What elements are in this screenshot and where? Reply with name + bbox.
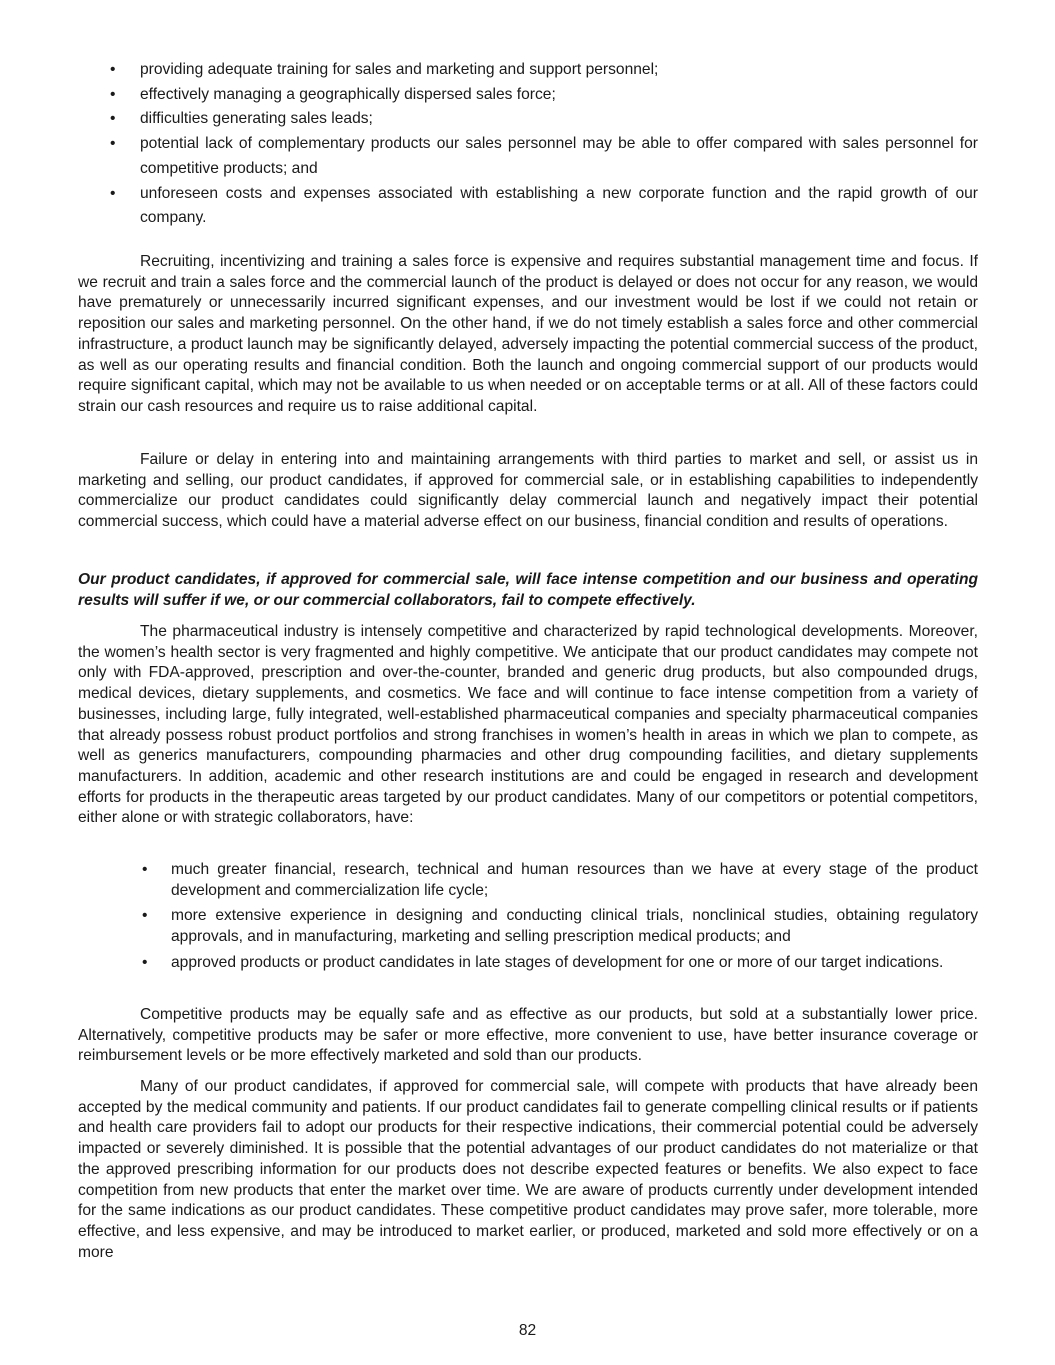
list-item	[78, 107, 978, 132]
list-item	[78, 953, 978, 974]
bullet-list-competitors	[78, 860, 978, 979]
bullet-icon: •	[142, 907, 148, 925]
paragraph-competitive-products: Competitive products may be equally safe and as effective as our products, but sold at a substantially lower price. Alternatively, competitive products may be safer or more effective, more convenient to use, have better insurance coverage or reimbursement levels or be more effectively marketed and sold than our products.	[78, 1006, 978, 1065]
list-item	[78, 83, 978, 108]
bullet-icon: •	[110, 61, 116, 78]
list-item	[78, 906, 978, 947]
bullet-icon: •	[110, 184, 116, 202]
list-item	[78, 58, 978, 83]
paragraph-sales-force: Recruiting, incentivizing and training a sales force is expensive and requires substantial management time and focus. If we recruit and train a sales force and the commercial launch of the product is delayed or does not occur for any reason, we would have prematurely or unnecessarily incurred significant expenses, and our investment would be lost if we could not retain or reposition our sales and marketing personnel. On the other hand, if we do not timely establish a sales force and other commercial infrastructure, a product launch may be significantly delayed, adversely impacting the potential commercial success of the product, as well as our operating results and financial condition. Both the launch and ongoing commercial support of our products would require significant capital, which may not be available to us when needed or on acceptable terms or at all. All of these factors could strain our cash resources and require us to raise additional capital.	[78, 253, 978, 415]
list-item-text: potential lack of complementary products our sales personnel may be able to offer compared with sales personnel for competitive products; and	[140, 135, 978, 177]
list-item-text: more extensive experience in designing and conducting clinical trials, nonclinical studies, obtaining regulatory approvals, and in manufacturing, marketing and selling prescription medical products; and	[171, 907, 978, 946]
list-item-text: difficulties generating sales leads;	[140, 110, 373, 128]
page-number: 82	[518, 1322, 537, 1339]
list-item-text: much greater financial, research, technical and human resources than we have at every stage of the product development and commercialization life cycle;	[171, 861, 978, 899]
paragraph-market-acceptance: Many of our product candidates, if approved for commercial sale, will compete with products that have already been accepted by the medical community and patients. If our product candidates fail to generate compelling clinical results or if patients and health care providers fail to adopt our products for their respective indications, their commercial potential could be adversely impacted or severely diminished. It is possible that the potential advantages of our product candidates do not materialize or that the approved prescribing information for our products does not describe expected features or benefits. We also expect to face competition from new products that enter the market over time. We are aware of products currently under development intended for the same indications as our product candidates. These competitive product candidates may prove safer, more tolerable, more effective, and less expensive, and may be introduced to market earlier, or produced, marketed and sold more effectively or on a more	[78, 1078, 978, 1261]
bullet-icon: •	[110, 85, 116, 103]
bullet-icon: •	[110, 110, 116, 128]
list-item	[78, 132, 978, 181]
bullet-icon: •	[142, 861, 148, 878]
bullet-icon: •	[110, 135, 116, 153]
list-item	[78, 182, 978, 231]
list-item-text: approved products or product candidates in late stages of development for one or more of our target indications.	[171, 953, 944, 971]
list-item-text: unforeseen costs and expenses associated with establishing a new corporate function and the rapid growth of our company.	[140, 184, 978, 227]
paragraph-third-parties: Failure or delay in entering into and maintaining arrangements with third parties to market and sell, or assist us in marketing and selling, our product candidates, if approved for commercial sale, or in establishing capabilities to independently commercialize our product candidates could significantly delay commercial launch and negatively impact their potential commercial success, which could have a material adverse effect on our business, financial condition and results of operations.	[78, 451, 978, 531]
list-item-text: providing adequate training for sales and marketing and support personnel;	[140, 61, 659, 78]
list-item-text: effectively managing a geographically dispersed sales force;	[140, 85, 556, 103]
bullet-icon: •	[142, 953, 148, 971]
bullet-list-sales	[78, 58, 978, 231]
paragraph-industry: The pharmaceutical industry is intensely competitive and characterized by rapid technological developments. Moreover, the women’s health sector is very fragmented and highly competitive. We anticipate that our product candidates may compete not only with FDA-approved, prescription and over-the-counter, branded and generic drug products, but also compounded drugs, medical devices, dietary supplements, and cosmetics. We face and will continue to face intense competition from a variety of businesses, including large, fully integrated, well-established pharmaceutical companies and specialty pharmaceutical companies that already possess robust product portfolios and strong franchises in women’s health in areas in which we plan to compete, as well as generics manufacturers, compounding pharmacies and other drug compounding facilities, and dietary supplements manufacturers. In addition, academic and other research institutions are and could be engaged in research and development efforts for products in the therapeutic areas targeted by our product candidates. Many of our competitors or potential competitors, either alone or with strategic collaborators, have:	[78, 623, 978, 827]
list-item	[78, 860, 978, 901]
section-heading-competition: Our product candidates, if approved for commercial sale, will face intense competition and our business and operating results will suffer if we, or our commercial collaborators, fail to compete effectively.	[78, 571, 978, 609]
